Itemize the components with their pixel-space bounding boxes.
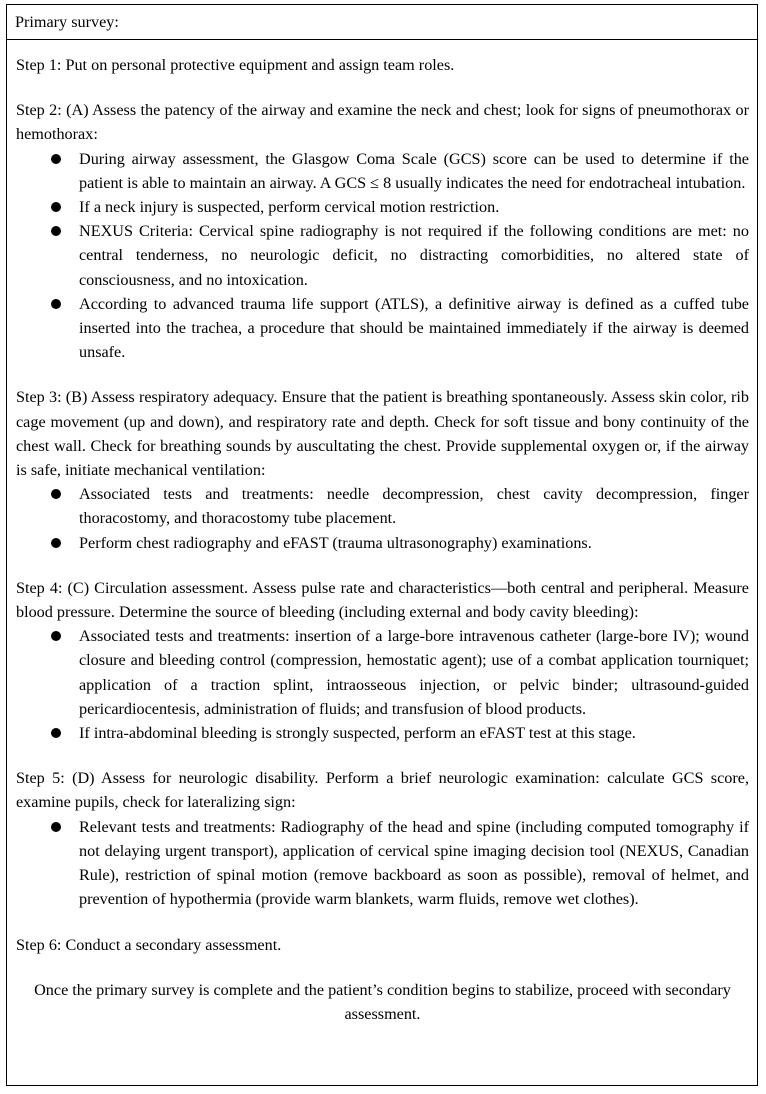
step-2-bullets: [16, 147, 749, 365]
step-4: Step 4: (C) Circulation assessment. Assess pulse rate and characteristics—both central and peripheral. Measure blood pressure. Determine the source of bleeding (including external and body cavity bleeding):: [16, 578, 749, 622]
step-5: Step 5: (D) Assess for neurologic disability. Perform a brief neurologic examination: calculate GCS score, examine pupils, check for lateralizing sign:: [16, 769, 749, 812]
list-item: If intra-abdominal bleeding is strongly suspected, perform an eFAST test at this stage.: [16, 721, 749, 745]
step-6: Step 6: Conduct a secondary assessment.: [16, 935, 282, 954]
bullet-icon: [51, 822, 61, 832]
list-item: If a neck injury is suspected, perform cervical motion restriction.: [16, 195, 749, 219]
bullet-icon: [51, 226, 61, 236]
list-item: During airway assessment, the Glasgow Coma Scale (GCS) score can be used to determine if the patient is able to maintain an airway. A GCS ≤ 8 usually indicates the need for endotracheal intubation.: [16, 147, 749, 195]
step-2: Step 2: (A) Assess the patency of the airway and examine the neck and chest; look for signs of pneumothorax or hemothorax:: [16, 101, 749, 144]
title-cell: [7, 5, 757, 40]
step-4-bullets: [16, 624, 749, 745]
list-item: Associated tests and treatments: needle decompression, chest cavity decompression, finger thoracostomy, and thoracostomy tube placement.: [16, 482, 749, 530]
step-5-bullets: [16, 815, 749, 912]
step-3: Step 3: (B) Assess respiratory adequacy. Ensure that the patient is breathing spontaneously. Assess skin color, rib cage movement (up and down), and respiratory rate and depth. Check for soft tissue and bony continuity of the chest wall. Check for breathing sounds by auscultating the chest. Provide supplemental oxygen or, if the airway is safe, initiate mechanical ventilation:: [16, 388, 749, 480]
bullet-icon: [51, 299, 61, 309]
list-item: Relevant tests and treatments: Radiography of the head and spine (including computed tomography if not delaying urgent transport), application of cervical spine imaging decision tool (NEXUS, Canadian Rule), restriction of spinal motion (remove backboard as soon as possible), removal of helmet, and prevention of hypothermia (provide warm blankets, warm fluids, remove wet clothes).: [16, 815, 749, 912]
bullet-icon: [51, 489, 61, 499]
bullet-icon: [51, 728, 61, 738]
step-1: Step 1: Put on personal protective equipment and assign team roles.: [16, 56, 455, 74]
bullet-icon: [51, 538, 61, 548]
bullet-icon: [51, 202, 61, 212]
list-item: Perform chest radiography and eFAST (trauma ultrasonography) examinations.: [16, 531, 749, 555]
bullet-icon: [51, 631, 61, 641]
closing-note: Once the primary survey is complete and the patient’s condition begins to stabilize, proceed with secondary assessment.: [34, 980, 731, 1023]
list-item: According to advanced trauma life support (ATLS), a definitive airway is defined as a cuffed tube inserted into the trachea, a procedure that should be maintained immediately if the airway is deemed unsafe.: [16, 292, 749, 365]
step-3-bullets: [16, 482, 749, 555]
survey-table: [6, 4, 758, 1086]
list-item: NEXUS Criteria: Cervical spine radiography is not required if the following conditions are met: no central tenderness, no neurologic deficit, no distracting comorbidities, no altered state of consciousness, and no intoxication.: [16, 219, 749, 292]
survey-body: [16, 53, 749, 1026]
list-item: Associated tests and treatments: insertion of a large-bore intravenous catheter (large-bore IV); wound closure and bleeding control (compression, hemostatic agent); use of a combat application tourniquet; application of a traction splint, intraosseous injection, or pelvic binder; ultrasound-guided pericardiocentesis, administration of fluids; and transfusion of blood products.: [16, 624, 749, 721]
page-title: Primary survey:: [15, 13, 119, 31]
bullet-icon: [51, 154, 61, 164]
